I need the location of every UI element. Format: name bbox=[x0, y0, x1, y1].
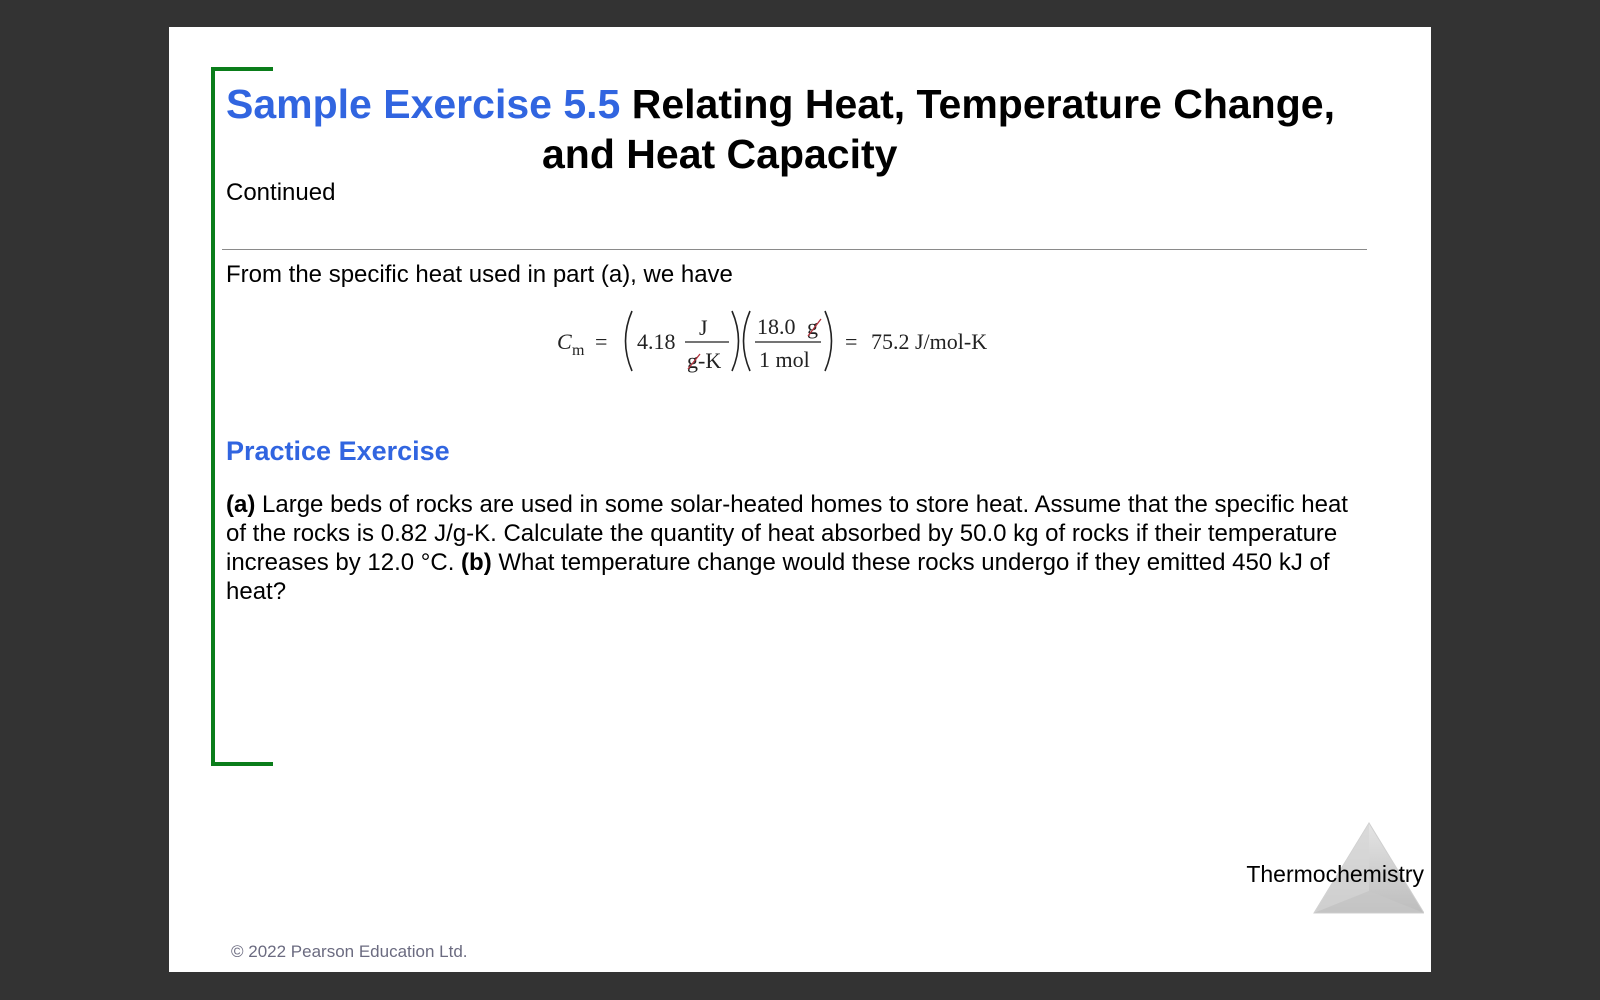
slide-title bbox=[226, 79, 1396, 179]
eq-result: 75.2 J/mol-K bbox=[871, 329, 988, 354]
chapter-label: Thermochemistry bbox=[1246, 861, 1424, 887]
eq-factor2-denominator: 1 mol bbox=[759, 347, 810, 372]
eq-factor1-denominator-g: g bbox=[687, 348, 698, 373]
part-a-text: Large beds of rocks are used in some solar-heated homes to store heat. Assume that the specific heat of the rocks is 0.82 J/g-K. Calculate the quantity of heat absorbed by 50.0 kg of rocks if their temperature increases by 12.0 °C. bbox=[226, 491, 1348, 576]
part-a-label: (a) bbox=[226, 491, 256, 518]
practice-exercise-heading: Practice Exercise bbox=[226, 436, 450, 466]
title-line1: Relating Heat, Temperature Change, bbox=[631, 81, 1335, 127]
eq-equals-2: = bbox=[845, 329, 858, 354]
divider-line bbox=[222, 249, 1367, 250]
eq-paren-left-2 bbox=[744, 311, 751, 371]
part-b-label: (b) bbox=[461, 549, 492, 576]
eq-factor2-numerator-g: g bbox=[807, 314, 818, 339]
practice-exercise-text bbox=[226, 490, 1366, 606]
eq-paren-right-2 bbox=[825, 311, 832, 371]
eq-factor1-numerator: J bbox=[699, 315, 708, 340]
eq-equals-1: = bbox=[595, 329, 608, 354]
eq-paren-left-1 bbox=[626, 311, 633, 371]
eq-factor2-numerator-value: 18.0 bbox=[757, 314, 796, 339]
part-b-text: What temperature change would these rocks undergo if they emitted 450 kJ of heat? bbox=[226, 549, 1330, 605]
molar-heat-capacity-equation bbox=[557, 305, 1017, 377]
eq-lhs-subscript: m bbox=[572, 342, 585, 359]
eq-paren-right-1 bbox=[732, 311, 739, 371]
copyright-notice: © 2022 Pearson Education Ltd. bbox=[231, 942, 468, 961]
title-line2: and Heat Capacity bbox=[542, 131, 898, 177]
intro-text: From the specific heat used in part (a), we have bbox=[226, 261, 733, 288]
slide bbox=[169, 27, 1431, 972]
eq-factor1-coeff: 4.18 bbox=[637, 329, 676, 354]
eq-lhs-symbol: C bbox=[557, 329, 572, 354]
continued-label: Continued bbox=[226, 179, 336, 206]
eq-factor1-denominator-rest: -K bbox=[698, 348, 722, 373]
title-exercise-number: Sample Exercise 5.5 bbox=[226, 81, 621, 127]
